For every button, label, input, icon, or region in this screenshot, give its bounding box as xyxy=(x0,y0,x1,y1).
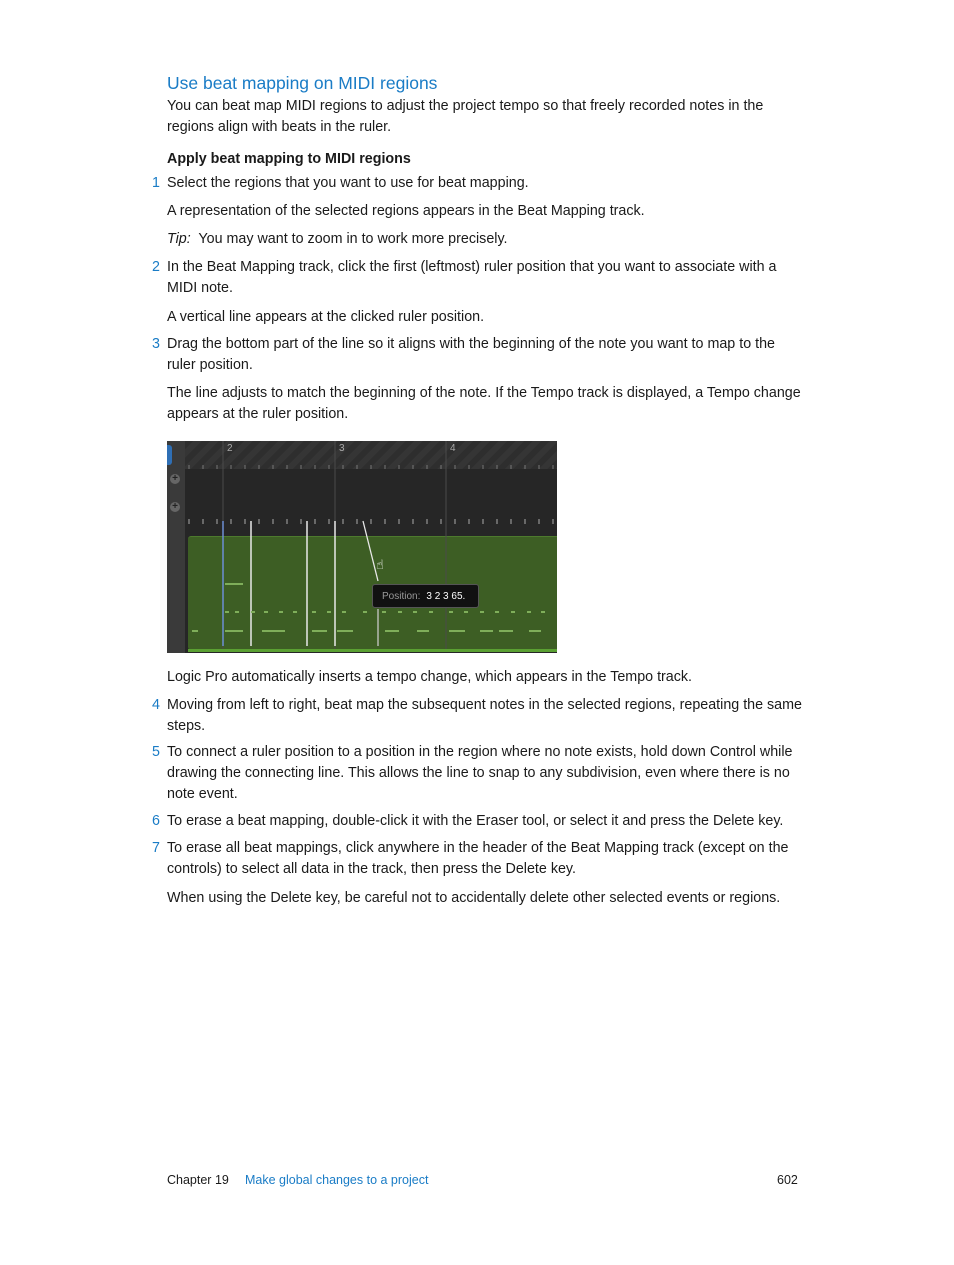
bar-number: 4 xyxy=(450,443,456,454)
step-result: When using the Delete key, be careful not to accidentally delete other selected events or regions. xyxy=(167,890,781,906)
midi-notes xyxy=(192,584,545,631)
step-text: Drag the bottom part of the line so it aligns with the beginning of the note you want to map to the ruler position. xyxy=(167,336,775,373)
step-result: A vertical line appears at the clicked ruler position. xyxy=(167,309,485,325)
tip xyxy=(167,229,802,250)
step-text: To erase a beat mapping, double-click it with the Eraser tool, or select it and press the Delete key. xyxy=(167,813,784,829)
beat-mapping-screenshot xyxy=(167,441,557,653)
step-text: To connect a ruler position to a position in the region where no note exists, hold down Control while drawing the connecting line. This allows the line to snap to any subdivision, even where there is no note event. xyxy=(167,744,793,802)
step-text: Select the regions that you want to use for beat mapping. xyxy=(167,175,529,191)
step-result: A representation of the selected regions appears in the Beat Mapping track. xyxy=(167,203,645,219)
chapter-title-link[interactable]: Make global changes to a project xyxy=(245,1173,429,1187)
step-text: To erase all beat mappings, click anywhere in the header of the Beat Mapping track (except on the controls) to select all data in the track, then press the Delete key. xyxy=(167,840,789,877)
position-tooltip xyxy=(372,584,479,608)
intro-paragraph: You can beat map MIDI regions to adjust the project tempo so that freely recorded notes in the regions align with beats in the ruler. xyxy=(167,98,764,135)
step-number: 6 xyxy=(152,813,160,829)
tip-label: Tip: xyxy=(167,231,191,247)
tooltip-label: Position: xyxy=(382,591,421,602)
plus-icon: + xyxy=(170,474,180,484)
step-text: In the Beat Mapping track, click the first (leftmost) ruler position that you want to associate with a MIDI note. xyxy=(167,259,777,296)
step-result: The line adjusts to match the beginning of the note. If the Tempo track is displayed, a Tempo change appears at the ruler position. xyxy=(167,385,801,422)
connecting-line xyxy=(363,521,378,581)
step-number: 3 xyxy=(152,336,160,352)
page-number: 602 xyxy=(777,1173,798,1187)
step-number: 5 xyxy=(152,744,160,760)
plus-icon: + xyxy=(170,502,180,512)
step-text: Moving from left to right, beat map the subsequent notes in the selected regions, repeating the same steps. xyxy=(167,697,802,734)
tip-text: You may want to zoom in to work more precisely. xyxy=(198,231,508,247)
footer-chapter: Chapter 19 xyxy=(167,1173,229,1187)
figure-follow-text: Logic Pro automatically inserts a tempo change, which appears in the Tempo track. xyxy=(167,669,693,685)
step-number: 2 xyxy=(152,259,160,275)
beat-mapping-overlay xyxy=(167,441,557,653)
step-number: 1 xyxy=(152,175,160,191)
task-heading: Apply beat mapping to MIDI regions xyxy=(167,151,411,167)
tooltip-value: 3 2 3 65. xyxy=(426,591,466,602)
hand-cursor-icon: ☝ xyxy=(376,557,384,572)
step-number: 7 xyxy=(152,840,160,856)
section-heading: Use beat mapping on MIDI regions xyxy=(167,73,438,93)
bar-number: 2 xyxy=(227,443,233,454)
bar-number: 3 xyxy=(339,443,345,454)
step-number: 4 xyxy=(152,697,160,713)
